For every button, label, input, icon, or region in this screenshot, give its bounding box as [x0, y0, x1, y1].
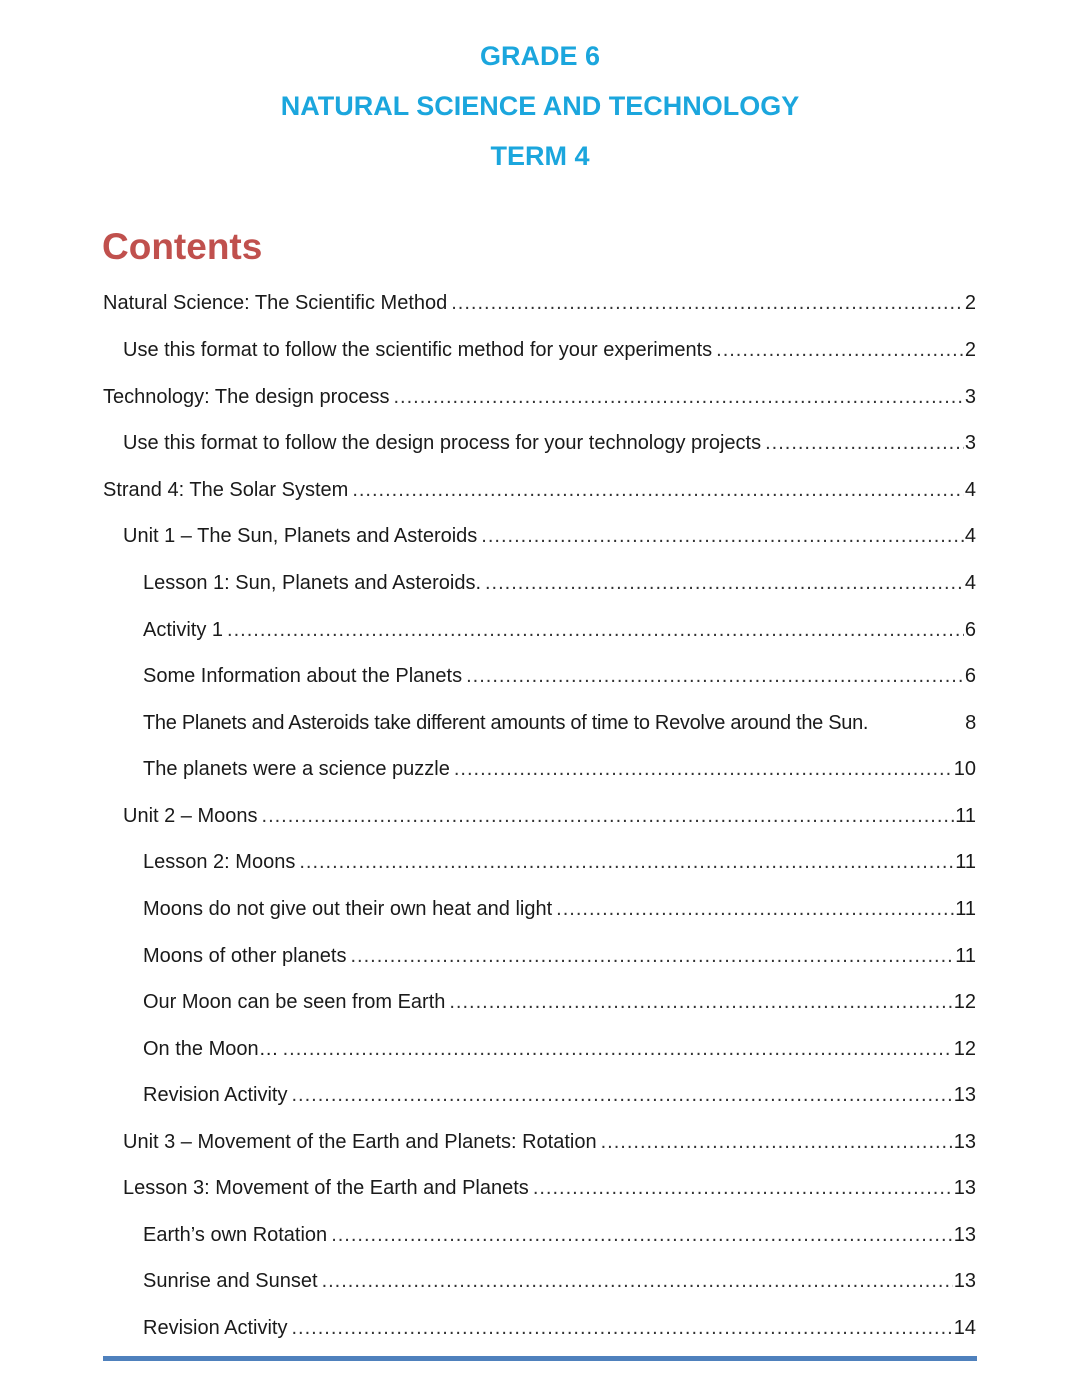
- dot-leader: [352, 476, 964, 504]
- toc-entry-page: 12: [953, 1035, 976, 1063]
- dot-leader: [765, 429, 964, 457]
- toc-entry-label: Some Information about the Planets: [143, 662, 466, 690]
- toc-entry[interactable]: [143, 755, 976, 783]
- toc-entry-label: Strand 4: The Solar System: [103, 476, 352, 504]
- toc-entry-page: 11: [954, 942, 976, 970]
- toc-entry[interactable]: [143, 1267, 976, 1295]
- dot-leader: [283, 1035, 953, 1063]
- dot-leader: [449, 988, 952, 1016]
- toc-entry[interactable]: [123, 522, 976, 550]
- dot-leader: [485, 569, 964, 597]
- toc-entry-page: 6: [964, 662, 976, 690]
- toc-entry[interactable]: [143, 616, 976, 644]
- toc-entry[interactable]: [103, 476, 976, 504]
- toc-entry[interactable]: [143, 1035, 976, 1063]
- term-heading: TERM 4: [490, 141, 590, 171]
- toc-entry[interactable]: [103, 383, 976, 411]
- dot-leader: [227, 616, 964, 644]
- toc-entry-page: 11: [954, 802, 976, 830]
- toc-entry-page: 4: [964, 569, 976, 597]
- toc-entry-page: 4: [964, 476, 976, 504]
- toc-entry[interactable]: [143, 709, 976, 737]
- grade-heading: GRADE 6: [479, 41, 601, 71]
- toc-entry[interactable]: [123, 1128, 976, 1156]
- toc-entry-page: 10: [953, 755, 976, 783]
- toc-entry-label: Moons of other planets: [143, 942, 350, 970]
- toc-entry[interactable]: [143, 988, 976, 1016]
- toc-entry-page: 13: [953, 1081, 976, 1109]
- toc-entry-page: 12: [953, 988, 976, 1016]
- dot-leader: [451, 289, 964, 317]
- toc-entry[interactable]: [103, 289, 976, 317]
- toc-entry-label: Lesson 2: Moons: [143, 848, 299, 876]
- toc-entry-page: 13: [953, 1174, 976, 1202]
- contents-title: Contents: [102, 226, 263, 267]
- toc-entry-page: 11: [954, 895, 976, 923]
- toc-entry-label: The Planets and Asteroids take different amounts of time to Revolve around the Sun.: [143, 709, 872, 737]
- toc-entry-page: 13: [953, 1221, 976, 1249]
- dot-leader: [533, 1174, 953, 1202]
- toc-entry-label: Unit 2 – Moons: [123, 802, 262, 830]
- toc-entry[interactable]: [123, 802, 976, 830]
- toc-entry[interactable]: [123, 429, 976, 457]
- toc-entry[interactable]: [143, 942, 976, 970]
- dot-leader: [481, 522, 964, 550]
- footer-rule: [103, 1356, 977, 1361]
- toc-entry[interactable]: [143, 569, 976, 597]
- toc-entry-label: Lesson 1: Sun, Planets and Asteroids.: [143, 569, 485, 597]
- toc-entry-page: 13: [953, 1267, 976, 1295]
- dot-leader: [393, 383, 963, 411]
- toc-entry-label: Lesson 3: Movement of the Earth and Planets: [123, 1174, 533, 1202]
- toc-entry-label: Activity 1: [143, 616, 227, 644]
- dot-leader: [299, 848, 954, 876]
- toc-entry-label: Use this format to follow the design process for your technology projects: [123, 429, 765, 457]
- toc-entry-label: Moons do not give out their own heat and light: [143, 895, 556, 923]
- toc-entry-label: The planets were a science puzzle: [143, 755, 454, 783]
- toc-entry-label: Revision Activity: [143, 1314, 292, 1342]
- toc-entry-page: 2: [964, 336, 976, 364]
- toc-entry-label: Our Moon can be seen from Earth: [143, 988, 449, 1016]
- toc-entry-label: Unit 1 – The Sun, Planets and Asteroids: [123, 522, 481, 550]
- toc-entry[interactable]: [143, 848, 976, 876]
- dot-leader: [716, 336, 964, 364]
- toc-entry-page: 14: [953, 1314, 976, 1342]
- dot-leader: [556, 895, 954, 923]
- toc-entry[interactable]: [123, 336, 976, 364]
- toc-entry[interactable]: [123, 1174, 976, 1202]
- toc-entry[interactable]: [143, 1081, 976, 1109]
- toc-entry[interactable]: [143, 662, 976, 690]
- dot-leader: [350, 942, 954, 970]
- dot-leader: [454, 755, 953, 783]
- toc-entry[interactable]: [143, 1314, 976, 1342]
- toc-entry-page: 11: [954, 848, 976, 876]
- toc-entry-label: Natural Science: The Scientific Method: [103, 289, 451, 317]
- toc-entry-page: 13: [953, 1128, 976, 1156]
- toc-entry[interactable]: [143, 895, 976, 923]
- toc-entry[interactable]: [143, 1221, 976, 1249]
- toc-entry-page: 3: [964, 383, 976, 411]
- dot-leader: [322, 1267, 953, 1295]
- toc-entry-page: 4: [964, 522, 976, 550]
- toc-entry-label: Technology: The design process: [103, 383, 393, 411]
- subject-heading: NATURAL SCIENCE AND TECHNOLOGY: [280, 91, 800, 121]
- dot-leader: [601, 1128, 953, 1156]
- toc-entry-label: Sunrise and Sunset: [143, 1267, 322, 1295]
- toc-entry-label: Revision Activity: [143, 1081, 292, 1109]
- toc-entry-page: 8: [959, 709, 976, 737]
- dot-leader: [292, 1081, 953, 1109]
- toc-entry-page: 6: [964, 616, 976, 644]
- toc-entry-label: Use this format to follow the scientific method for your experiments: [123, 336, 716, 364]
- dot-leader: [466, 662, 964, 690]
- dot-leader: [331, 1221, 953, 1249]
- toc-entry-label: On the Moon…: [143, 1035, 283, 1063]
- toc-entry-label: Earth’s own Rotation: [143, 1221, 331, 1249]
- dot-leader: [262, 802, 955, 830]
- toc-entry-page: 3: [964, 429, 976, 457]
- dot-leader: [292, 1314, 953, 1342]
- toc-entry-label: Unit 3 – Movement of the Earth and Planets: Rotation: [123, 1128, 601, 1156]
- toc-entry-page: 2: [964, 289, 976, 317]
